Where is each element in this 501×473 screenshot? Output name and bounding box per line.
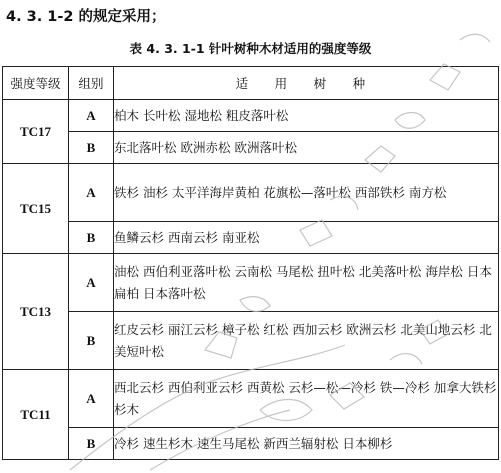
table-row <box>3 312 499 370</box>
grade-cell: TC15 <box>3 164 69 254</box>
table-row <box>3 428 499 460</box>
table-row <box>3 370 499 428</box>
header-strength-grade: 强度等级 <box>3 67 69 100</box>
header-applicable-species: 适 用 树 种 <box>114 67 499 100</box>
species-cell: 冷杉 速生杉木 速生马尾松 新西兰辐射松 日本柳杉 <box>114 428 499 460</box>
species-cell: 柏木 长叶松 湿地松 粗皮落叶松 <box>114 100 499 132</box>
species-cell: 红皮云杉 丽江云杉 樟子松 红松 西加云杉 欧洲云杉 北美山地云杉 北美短叶松 <box>114 312 499 370</box>
group-cell: B <box>69 222 114 254</box>
grade-cell: TC13 <box>3 254 69 370</box>
group-cell: A <box>69 100 114 132</box>
group-cell: B <box>69 312 114 370</box>
table-header-row <box>3 67 499 100</box>
group-cell: A <box>69 164 114 222</box>
species-cell: 油松 西伯利亚落叶松 云南松 马尾松 扭叶松 北美落叶松 海岸松 日本扁柏 日本落叶松 <box>114 254 499 312</box>
grade-cell: TC11 <box>3 370 69 460</box>
group-cell: B <box>69 132 114 164</box>
species-cell: 东北落叶松 欧洲赤松 欧洲落叶松 <box>114 132 499 164</box>
table-caption: 表 4. 3. 1-1 针叶树种木材适用的强度等级 <box>129 41 372 56</box>
table-row <box>3 254 499 312</box>
strength-grade-table <box>2 66 499 460</box>
group-cell: B <box>69 428 114 460</box>
group-cell: A <box>69 254 114 312</box>
header-group: 组别 <box>69 67 114 100</box>
species-cell: 鱼鳞云杉 西南云杉 南亚松 <box>114 222 499 254</box>
grade-cell: TC17 <box>3 100 69 164</box>
species-cell: 铁杉 油杉 太平洋海岸黄柏 花旗松—落叶松 西部铁杉 南方松 <box>114 164 499 222</box>
species-cell: 西北云杉 西伯利亚云杉 西黄松 云杉—松—冷杉 铁—冷杉 加拿大铁杉 杉木 <box>114 370 499 428</box>
clause-reference: 4. 3. 1-2 的规定采用； <box>6 9 166 25</box>
table-row <box>3 164 499 222</box>
table-row <box>3 222 499 254</box>
table-row <box>3 132 499 164</box>
group-cell: A <box>69 370 114 428</box>
table-row <box>3 100 499 132</box>
